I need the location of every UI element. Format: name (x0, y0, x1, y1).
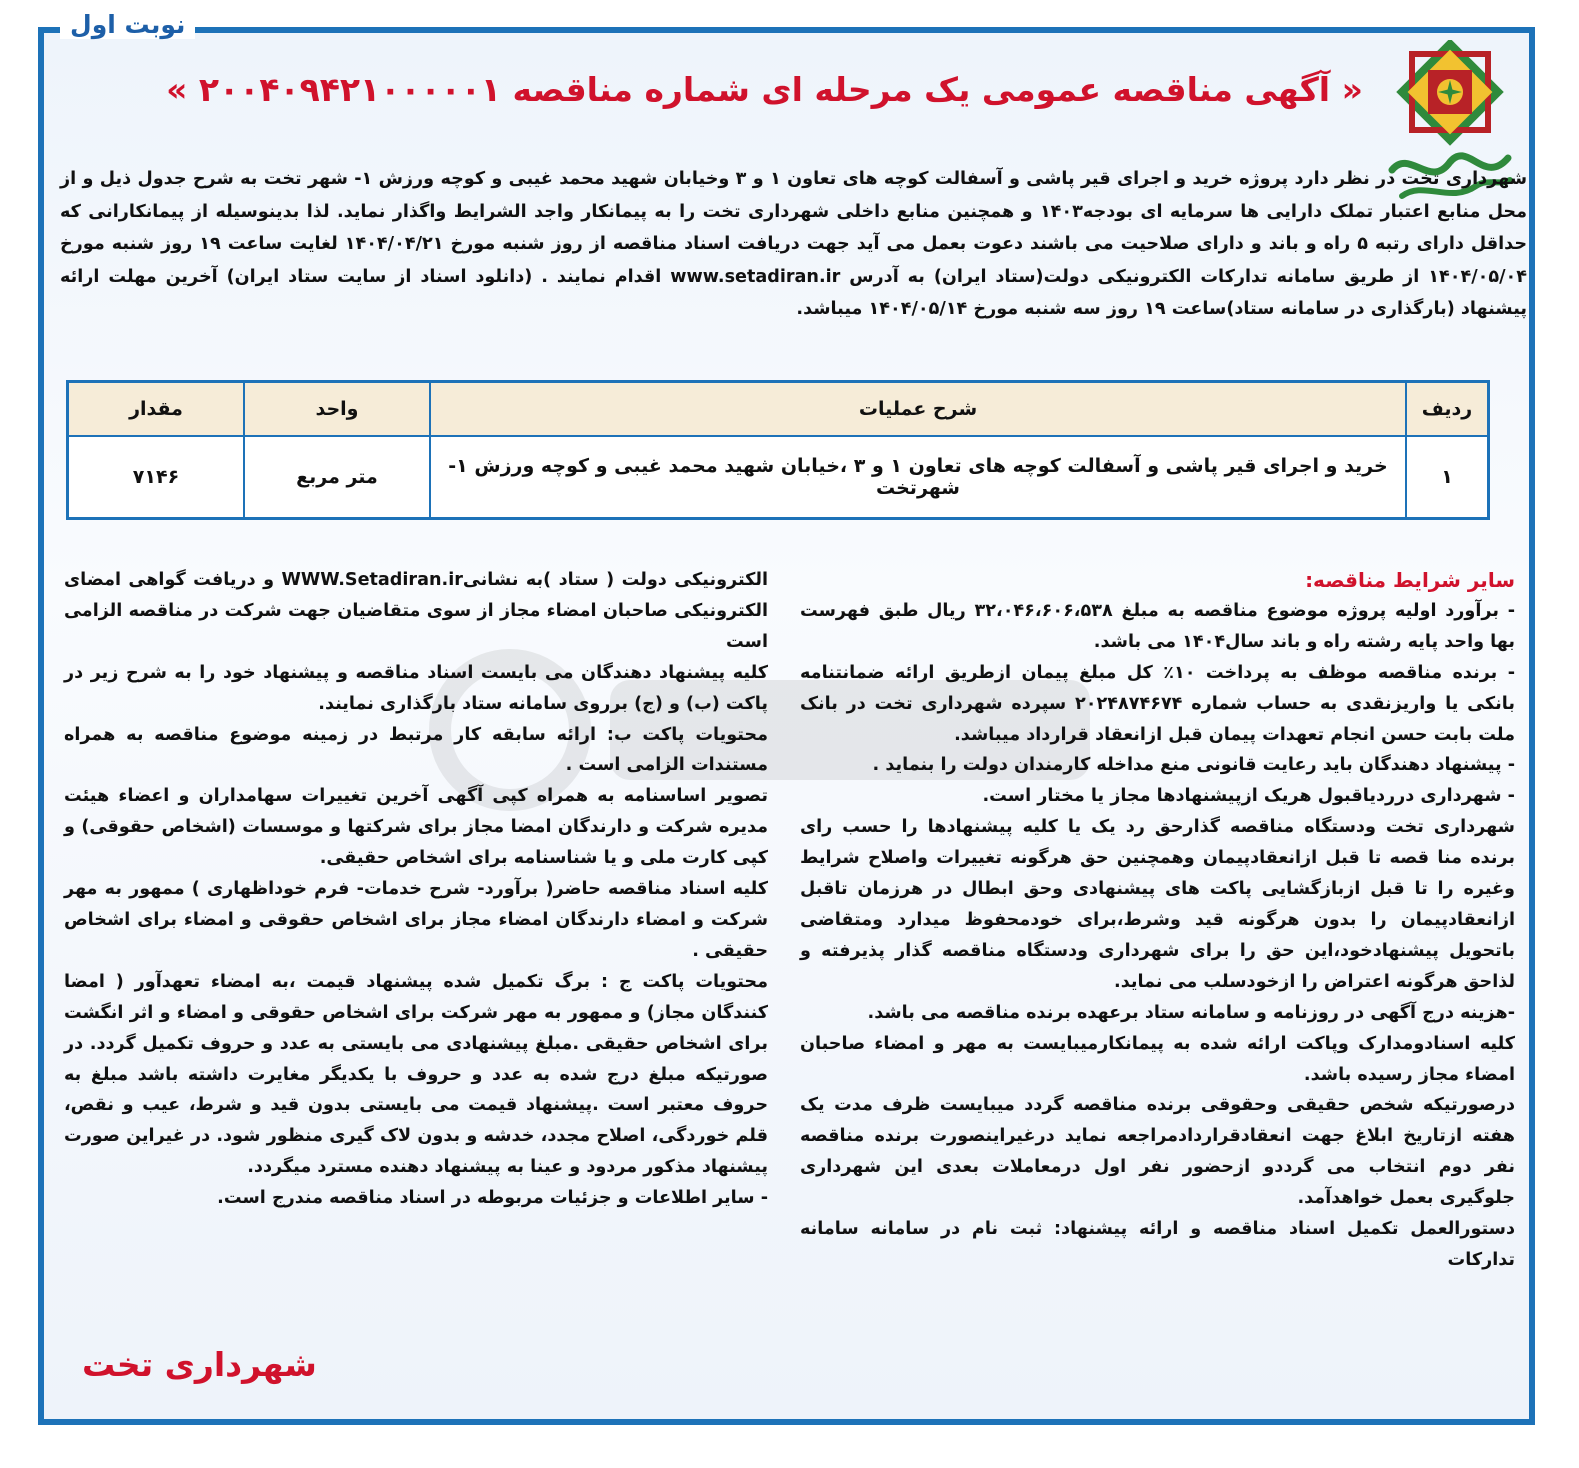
condition-item: دستورالعمل تکمیل اسناد مناقصه و ارائه پیشنهاد: ثبت نام در سامانه سامانه تدارکات (800, 1219, 1515, 1270)
condition-item: محتویات پاکت ب: ارائه سابقه کار مرتبط در زمینه موضوع مناقصه به همراه مستندات الزامی است . (64, 724, 768, 776)
condition-item: درصورتیکه شخص حقیقی وحقوقی برنده مناقصه گردد میبایست ظرف مدت یک هفته ازتاریخ ابلاغ جهت انعقادقراردادمراجعه نماید درغیراینصورت برنده مناقصه نفر دوم انتخاب می گرددو ازحضور نفر اول درمعاملات بعدی این شهرداری جلوگیری بعمل خواهدآمد. (800, 1095, 1515, 1209)
cell-quantity: ۷۱۴۶ (68, 436, 245, 519)
cell-row-number: ۱ (1406, 436, 1489, 519)
intro-paragraph (60, 163, 1527, 326)
conditions-heading: سایر شرایط مناقصه: (1305, 568, 1515, 592)
cell-description: خرید و اجرای قیر پاشی و آسفالت کوچه های تعاون ۱ و ۳ ،خیابان شهید محمد غیبی و کوچه ورزش ۱- شهرتخت (430, 436, 1406, 519)
header-description: شرح عملیات (430, 382, 1406, 437)
header-quantity: مقدار (68, 382, 245, 437)
condition-item: - برنده مناقصه موظف به پرداخت ۱۰٪ کل مبلغ پیمان ازطریق ارائه ضمانتنامه بانکی یا واریزنقدی به حساب شماره ۲۰۲۴۸۷۴۶۷۴ سپرده شهرداری تخت در بانک ملت بابت حسن انجام تعهدات پیمان قبل ازانعقاد قرارداد میباشد. (800, 662, 1515, 745)
condition-item: الکترونیکی دولت ( ستاد )به نشانیWWW.Setadiran.ir و دریافت گواهی امضای الکترونیکی صاحبان امضاء مجاز از سوی متقاضیان جهت شرکت در مناقصه الزامی است (64, 570, 768, 652)
condition-item: شهرداری تخت ودستگاه مناقصه گذارحق رد یک یا کلیه پیشنهادها را حسب رای برنده منا قصه تا قبل ازانعقادپیمان وهمچنین حق هرگونه تغییرات واصلاح شرایط وغیره را تا قبل ازبازگشایی پاکت های پیشنهادی وحق ابطال در هرزمان تاقبل ازانعقادپیمان را بدون هرگونه قید وشرط،برای خودمحفوظ میدارد ومتقاضی باتحویل پیشنهادخود،این حق را برای شهرداری ودستگاه مناقصه گذار پذیرفته و لذاحق هرگونه اعتراض را ازخودسلب می نماید. (800, 817, 1515, 992)
condition-item: - پیشنهاد دهندگان باید رعایت قانونی منع مداخله کارمندان دولت را بنماید . (872, 755, 1515, 776)
condition-item: - سایر اطلاعات و جزئیات مربوطه در اسناد مناقصه مندرج است. (217, 1188, 768, 1209)
publication-round-label: نوبت اول (60, 10, 195, 39)
signature-municipality: شهرداری تخت (82, 1345, 317, 1384)
table-row (68, 436, 1489, 519)
header-row-number: ردیف (1406, 382, 1489, 437)
tender-title: « آگهی مناقصه عمومی یک مرحله ای شماره مناقصه ۲۰۰۴۰۹۴۲۱۰۰۰۰۰۱ » (166, 70, 1363, 109)
intro-text: شهرداری تخت در نظر دارد پروژه خرید و اجرای قیر پاشی و آسفالت کوچه های تعاون ۱ و ۳ وخیابان شهید محمد غیبی و کوچه ورزش ۱- شهر تخت به شرح جدول ذیل و از محل منابع اعتبار تملک دارایی ها سرمایه ای بودجه۱۴۰۳ و همچنین منابع داخلی شهرداری تخت را به پیمانکار واجد الشرایط واگذار نماید. لذا بدینوسیله از پیمانکارانی که حداقل دارای رتبه ۵ راه و باند و دارای صلاحیت می باشند دعوت بعمل می آید جهت دریافت اسناد مناقصه از روز شنبه مورخ ۱۴۰۴/۰۴/۲۱ لغایت ساعت ۱۹ روز شنبه مورخ ۱۴۰۴/۰۵/۰۴ از طریق سامانه تدارکات الکترونیکی دولت(ستاد ایران) به آدرس www.setadiran.ir اقدام نمایند . (دانلود اسناد از سایت ستاد ایران) آخرین مهلت ارائه پیشنهاد (بارگذاری در سامانه ستاد)ساعت ۱۹ روز سه شنبه مورخ ۱۴۰۴/۰۵/۱۴ میباشد. (60, 169, 1528, 319)
condition-item: کلیه پیشنهاد دهندگان می بایست اسناد مناقصه و پیشنهاد خود را به شرح زیر در پاکت (ب) و (ج) برروی سامانه ستاد بارگذاری نمایند. (64, 662, 768, 714)
conditions-right-column (800, 565, 1515, 1276)
condition-item: محتویات پاکت ج : برگ تکمیل شده پیشنهاد قیمت ،به امضاء تعهدآور ( امضا کنندگان مجاز) و ممهور به مهر شرکت برای اشخاص حقوقی و امضاء و اثر انگشت برای اشخاص حقیقی .مبلغ پیشنهادی می بایستی به عدد و حروف تکمیل گردد. در صورتیکه مبلغ درج شده به عدد و حروف با یکدیگر مغایرت داشته باشد مبلغ به حروف معتبر است .پیشنهاد قیمت می بایستی بدون قید و شرط، عیب و نقص، قلم خوردگی، اصلاح مجدد، خدشه و بدون لاک گیری منظور شود. در غیراین صورت پیشنهاد مذکور مردود و عینا به پیشنهاد دهنده مسترد میگردد. (64, 971, 768, 1178)
cell-unit: متر مربع (244, 436, 430, 519)
condition-item: -هزینه درج آگهی در روزنامه و سامانه ستاد برعهده برنده مناقصه می باشد. (867, 1002, 1515, 1023)
condition-item: کلیه اسنادومدارک وپاکت ارائه شده به پیمانکارمیبایست به مهر و امضاء صاحبان امضاء مجاز رسیده باشد. (800, 1033, 1515, 1085)
header-unit: واحد (244, 382, 430, 437)
condition-item: - شهرداری درردیاقبول هریک ازپیشنهادها مجاز یا مختار است. (982, 786, 1515, 807)
operations-table (66, 380, 1490, 520)
condition-item: تصویر اساسنامه به همراه کپی آگهی آخرین تغییرات سهامداران و اعضاء هیئت مدیره شرکت و دارندگان امضا مجاز برای شرکتها و موسسات (اشخاص حقوقی) و کپی کارت ملی و یا شناسنامه برای اشخاص حقیقی. (64, 786, 768, 869)
condition-item: - برآورد اولیه پروژه موضوع مناقصه به مبلغ ۳۲،۰۴۶،۶۰۶،۵۳۸ ریال طبق فهرست بها واحد پایه رشته راه و باند سال۱۴۰۴ می باشد. (800, 600, 1515, 652)
conditions-left-column (64, 565, 768, 1214)
condition-item: کلیه اسناد مناقصه حاضر( برآورد- شرح خدمات- فرم خوداظهاری ) ممهور به مهر شرکت و امضاء دارندگان امضاء مجاز برای اشخاص حقوقی و امضاء برای اشخاص حقیقی . (64, 879, 768, 961)
table-header-row (68, 382, 1489, 437)
